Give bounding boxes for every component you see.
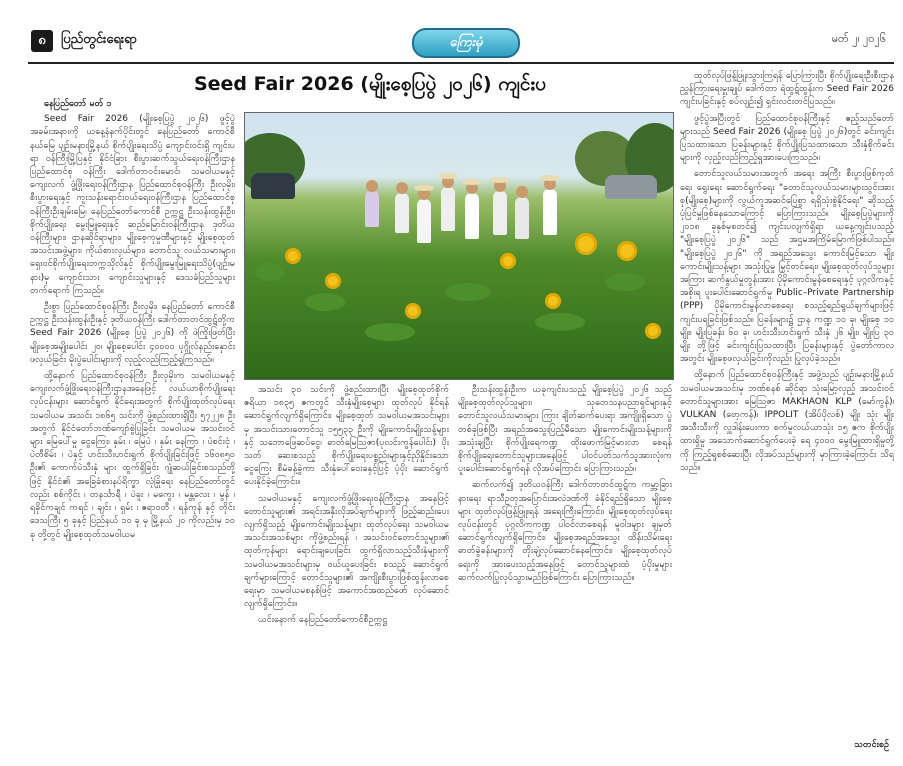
newspaper-logo: ကြေးမုံ: [412, 28, 520, 58]
publication-date: မတ် ၂၊ ၂၀၂၆: [831, 32, 886, 45]
article-column-1: [30, 98, 235, 758]
leaf-icon: [255, 263, 285, 281]
sunflower-icon: [500, 253, 516, 269]
page-header: [28, 22, 894, 62]
article-dateline: နေပြည်တော် မတ် ၁: [44, 99, 112, 109]
paragraph: ထို့နောက် ပြည်ထောင်စုဝန်ကြီး ဦးလှမိုးက သမဝါယမနှင့် ကျေးလက်ဖွံ့ဖြိုးရေးဝန်ကြီးဌာနအနေဖြင့် လယ်ယာစိုက်ပျိုးရေးလုပ်ငန်းများ ဆောင်ရွက် နိုင်ရေးအတွက် စိုက်ပျိုးထုတ်လုပ်ရေးသမဝါယမ အသင်း ၁၈၆၅ သင်းကို ဖွဲ့စည်းထားရှိပြီး ၅၇၂၂၈ ဦးအတွက် နိုင်ငံတော်ဘဏ်ကျော်စွဲပြုခြင်း သမဝါယမ အသင်းဝင်များ မြေပေါ်မှု ငွေကြေး၊ နှမ်း ၊ မြေပဲ ၊ နှမ်း နေကြာ ၊ ပဲစင်းငုံ ၊ ပဲတီစိမ်း ၊ ပဲနှင့် ဟင်းသီးဟင်းရွက် စိုက်ပျိုးခြင်းဖြင့် ၁၆၀၈၅၀ ဦး၏ ကောက်ပဲသီးနှံ များ ထွက်ရှိခြင်း ဂျုံဆယ်ခြင်းစသည်တို့ဖြင့် နိုင်ငံ၏ အခြေခံစားနပ်ရိက္ခာ လုံခြုံရေး နေပြည်တော်တွင်လည်း စစ်ကိုင်း ၊ တနင်္သာရီ ၊ ပဲခူး ၊ မကွေး ၊ မန္တလေး ၊ မွန် ၊ ရခိုင်ကချင် ကရင် ၊ ချင်း ၊ ရှမ်း ၊ ဧရာဝတီ ၊ ရန်ကုန် နှင့် တိုင်းဒေသကြီး ၅ ခုနှင့် ပြည်နယ် ၁၀ ခု မှ မြို့နယ် ၂၀ ကိုလည်းမှ ၁၀ ခု တို့တွင် မျိုးစေ့ထုတ်သမဝါယမ: [30, 371, 235, 540]
sunflower-icon: [285, 248, 301, 264]
person-icon: [465, 193, 479, 239]
sunflower-icon: [325, 273, 341, 289]
paragraph: ထုတ်လုပ်ဖြန့်ဖြူးသွားကြရန် ပြောကြားပြီး စိုက်ပျိုးရေးဦးစီးဌာန ညွှန်ကြားရေးမှူးချုပ် ဒေါက်တာ ရဲထွဋ်ထွန်းက Seed Fair 2026 ကျင်းပခြင်းနှင့် စပ်လျဉ်း၍ ရှင်းလင်းတင်ပြသည်။: [680, 71, 894, 108]
person-icon: [515, 197, 529, 239]
person-icon: [543, 189, 557, 235]
person-icon: [441, 187, 455, 231]
car-icon: [605, 175, 657, 199]
paragraph: ဦးစွာ ပြည်ထောင်စုဝန်ကြီး ဦးလှမိုး၊ နေပြည်တော် ကောင်စီဥက္ကဋ္ဌ ဦးသန်းထွန်းဦးနှင့် ဒုတိယဝန်ကြီး ဒေါက်တာတင်ထွဋ်တို့က Seed Fair 2026 (မျိုးစေ့ ပြပွဲ ၂၀၂၆) ကို ဖဲကြိုးဖြတ်ပြီး မျိုးစေ့အမျိုးပေါင်း ၂၀၊ မျိုးစေ့ပေါင်း ၄၀၀၀၀ ပုဂ္ဂိုလ်နည်းနှောင်းဖလှယ်ခြင်း မိုးပွဲပေါင်းများကို လှည့်လည်ကြည့်ရှုကြသည်။: [30, 302, 235, 365]
paragraph: ယင်းနောက် နေပြည်တော်ကောင်စီဥက္ကဋ္ဌ: [258, 615, 388, 626]
seed-fair-photo: [244, 112, 674, 380]
paragraph: အသင်း ၃၀ သင်းကို ဖွဲ့စည်းထားပြီး မျိုးစေ့ထုတ်စိုက် ဧရိယာ ၁၈၃၅ ဧကတွင် သီးနှံမျိုးစေ့များ ထုတ်လုပ် နိုင်ရန် ဆောင်ရွက်လျက်ရှိကြောင်း၊ မျိုးစေ့ထုတ် သမဝါယမအသင်းများမှ အသင်းသားတောင်သူ ၁၅၅၃၃ ဦးကို မျိုးကောင်းမျိုးသန့်များနှင့် သဘောဖြေဆပ်ငွေ၊ ဓာတ်မြေဩဇာ(ပုလင်းကွန်ပေါင်း) ပိုးသတ် ဆေးစသည့် စိုက်ပျိုးရေးပစ္စည်းများနှင့်ညှိနှိုင်းသော ငွေကြေး စီမံခန့်ခွဲကာ သီးနှံပေါ်ဝေးခနှင့်ပြင့် ပံ့ပိုး ဆောင်ရွက်ပေးနိုင်ခဲ့ကြောင်း။: [244, 385, 449, 488]
person-icon: [493, 191, 507, 235]
sunflower-icon: [405, 303, 421, 319]
leaf-icon: [305, 293, 345, 311]
car-icon: [251, 173, 295, 199]
leaf-icon: [365, 323, 415, 341]
header-divider: [28, 62, 894, 64]
article-column-3: [458, 384, 672, 758]
paragraph: ထို့နောက် ပြည်ထောင်စုဝန်ကြီးနှင့် အဖွဲ့သည် ပျဉ်းမနားမြို့နယ် သမဝါယမအသင်းမှ ဘဏ်စနစ် ဆိုင်ရာ သုံးမြော့လှည့် အသင်းဝင်တောင်သူများအား မြေဩဇာ MAKHAON KLP (မော်ကွန်)၊ VULKAN (ဗော့ကန်)၊ IPPOLIT (အိပ်ပိုလစ်) မျိုး သုံး မျိုး အသီးသီးကို လှူဒါန်းပေးကာ စက်မှုလယ်ယာသုံး ၁၅ ဧက စိုက်ပျိုးထားရှိမှု အသောက်ဆောင်ရွက်ပေးခဲ့ ရေ ၄၀၀၀ မွေးမြူထားရှိမှုတို့ကို ကြည့်ရှုစစ်ဆေးပြီး လိုအပ်သည်များကို မှာကြားခဲ့ကြောင်း သိရသည်။: [680, 370, 894, 473]
paragraph: Seed Fair 2026 (မျိုးစေ့ပြပွဲ ၂၀၂၆) ဖွင့်ပွဲ အခမ်းအနားကို ယနေ့နံနက်ပိုင်းတွင် နေပြည်တော် ကောင်စီနယ်မြေ ပျဉ်းမနားမြို့နယ် စိုက်ပျိုးရေးသိပ္ပံ ကျောင်းဝင်းရှိ ကျင်းပရာ ဝန်ကြီးမြို့ပြနှင့် နိုင်ငံခြား စီးပွားဆက်သွယ်ရေးဝန်ကြီးဌာန ပြည်ထောင်စု ဝန်ကြီး ဒေါက်တာဝင်းမောင်၊ သမဝါယမနှင့်ကျေးလက် ဖွံ့ဖြိုးရေးဝန်ကြီးဌာန ပြည်ထောင်စုဝန်ကြီး ဦးလှမိုး၊ စီးပွားရေးနှင့် ကူးသန်းရောင်းဝယ်ရေးဝန်ကြီးဌာန ပြည်ထောင်စုဝန်ကြီးဦးချမ်းမြေ၊ နေပြည်တော်ကောင်စီ ဥက္ကဋ္ဌ ဦးသန်းထွန်းဦး၊ စိုက်ပျိုးရေး မွေးမြူရေးနှင့် ဆည်မြောင်းဝန်ကြီးဌာန ဒုတိယဝန်ကြီးများ၊ ဌာနဆိုင်ရာများ၊ မျိုးစေ့ကုမ္ပဏီများနှင့် မျိုးစေ့ထုတ် အသင်းအဖွဲ့များ၊ ကိုယ်စားလှယ်များ၊ တောင်သူ လယ်သမားများ၊ ရှေးဝင်စိုက်ပျိုးရေးတက္ကသိုလ်နှင့် စိုက်ပျိုးမွေးမြူရေးသိပ္ပံ(ပျဉ်းမနား)မှ ကျောင်းသား ကျောင်းသူများနှင့် ဒေသခံပြည်သူများ တက်ရောက် ကြသည်။: [30, 114, 235, 296]
page-number: ၈: [31, 30, 53, 52]
leaf-icon: [535, 313, 585, 331]
article-column-4: [680, 70, 894, 746]
sunflower-icon: [575, 233, 597, 255]
article-signoff: သတင်းစဉ်: [854, 740, 889, 750]
sunflower-icon: [545, 293, 561, 309]
paragraph: တောင်သူလယ်သမားအတွက် အရေး အကြီး စီးပွားဖြစ်ကုတ်ရေး ရွေးရေး ဆောင်ရွက်ရေး "တောင်သူလယ်သမားများသွင်းအားစု(မျိုးစေ့)များကို လွယ်ကူအဆင်ပြေစွာ ရရှိသုံးစွဲနိုင်ရေး" ဆိုသည့် ပုံပြင်မှုဖြစ်နေသောကြောင့် ပြောကြားသည်။ မျိုးစေ့ပြပွဲများကို ၂၀၁၈ ခုနှစ်မှစတင်၍ ကျင်းပလျက်ရှိရာ ယနေ့ကျင်းပသည့် "မျိုးစေ့ပြပွဲ ၂၀၂၆" သည် အဌမအကြိမ်မြောက်ဖြစ်ပါသည်။ "မျိုးစေ့ပြပွဲ ၂၀၂၆" ကို အရည်အသွေး ကောင်းမြင့်သော မျိုးကောင်းမျိုးသန့်များ အသုံးပြုမှု မြှင့်တင်ရေး၊ မျိုးစေ့ထုတ်လုပ်သူများအကြား ဆက်နွယ်မှုတွန်းအား ပိုမိုကောင်းမွန်စေရေးနှင့် ပုဂ္ဂလိကနှင့်အစိုးရ ပူးပေါင်းဆောင်ရွက်မှု Public–Private Partnership (PPP) ပိုမိုကောင်းမွန်လာစေရေး စသည့်ရည်ရွယ်ချက်များဖြင့် ကျင်းပရခြင်းဖြစ်သည်။ ပြခန်းများ၌ ဌာန ကဏ္ဍ ၁၀ ခု၊ မျိုးစေ့ ၁၀ မျိုး၊ မျိုးပြခန်း ၆၀ ခု၊ ဟင်းသီးဟင်းရွက် သီးနှံ ၂၆ မျိုး၊ မျိုးပြ ၃၀ မျိုး တို့ဖြင့် ခင်းကျင်းပြသထားပြီး ပြခန်းများနှင့် ပွဲတော်ကာလအတွင်း မျိုးစေ့ဖလှယ်ခြင်းကိုလည်း ပြုလုပ်ခဲ့သည်။: [680, 169, 894, 365]
paragraph: ဖွင့်ပွဲအပြီးတွင် ပြည်ထောင်စုဝန်ကြီးနှင့် ဧည့်သည်တော်များသည် Seed Fair 2026 (မျိုးစေ့ ပြပွဲ ၂၀၂၆)တွင် ခင်းကျင်းပြသထားသော ပြခန်းများနှင့် စိုက်ပျိုးပြသထားသော သီးနှံစိုက်ခင်းများကို လှည့်လည်ကြည့်ရှုအားပေးကြသည်။: [680, 113, 894, 164]
person-icon: [417, 199, 431, 243]
person-icon: [365, 191, 379, 227]
paragraph: သမဝါယမနှင့် ကျေးလက်ဖွံ့ဖြိုးရေးဝန်ကြီးဌာန အနေဖြင့် တောင်သူများ၏ အရင်းအနှီးလိုအပ်ချက်များကို ဖြည့်ဆည်းပေးလျက်ရှိသည့် မျိုးကောင်းမျိုးသန့်များ ထုတ်လုပ်ရေး သမဝါယမအသင်းအသစ်များ ကိုဖွဲ့စည်းရန် ၊ အသင်းဝင်တောင်သူများ၏ ထုတ်ကုန်များ ရောင်းချပေးခြင်း ထွက်ရှိလာသည့်သီးနှံများကို သမဝါယမအသင်းများမှ ဝယ်ယူပေးခြင်း စသည့် ဆောင်ရွက်ချက်များကြောင့် တောင်သူများ၏ အကျိုးစီးပွားဖြစ်ထွန်းလာစေရေးမှာ သမဝါယမစနစ်ဖြင့် အကောင်အထည်ဖော် လုပ်ဆောင်လျက်ရှိကြောင်း။: [244, 493, 449, 610]
leaf-icon: [445, 283, 491, 301]
sunflower-icon: [617, 241, 637, 261]
article-headline: Seed Fair 2026 (မျိုးစေ့ပြပွဲ ၂၀၂၆) ကျင်းပ: [193, 73, 547, 95]
person-icon: [395, 193, 409, 233]
section-title: ပြည်တွင်းရေးရာ: [61, 32, 137, 47]
paragraph: ဦးသန်းထွန်းဦးက ယခုကျင်းပသည့် မျိုးစေ့ပြပွဲ ၂၀၂၆ သည် မျိုးစေ့ထုတ်လုပ်သူများ၊ သုတေသနပညာရှင်များနှင့် တောင်သူလယ်သမားများ ကြား ချိတ်ဆက်ပေးရာ အကျိုးရှိသော ပွဲတစ်ခုဖြစ်ပြီး အရည်အသွေးပြည့်မီသော မျိုးကောင်းမျိုးသန့်များကို အသုံးချပြီး စိုက်ပျိုးရေကဏ္ဍ ထိုးဖောက်မြင့်မားလာ စေရန် စိုက်ပျိုးရေးတောင်သူများအနေဖြင့် ပါဝင်ပတ်သက်သူအားလုံးက ပူးပေါင်းဆောင်ရွက်ရန် လိုအပ်ကြောင်း ပြောကြားသည်။: [458, 385, 672, 475]
sunflower-icon: [645, 323, 661, 339]
article-column-2: [244, 384, 449, 758]
paragraph: ဆက်လက်၍ ဒုတိယဝန်ကြီး ဒေါက်တာတင်ထွဋ်က ကမ္ဘာ့ခြားနားရေး ရာသီဥတုအပြောင်းအလဲဒဏ်ကို ခံနိုင်ရည်ရှိသော မျိုးစေ့များ ထုတ်လုပ်ဖြန့်ဖြူးရန် အရေးကြီးကြောင်း၊ မျိုးစေ့ထုတ်လုပ်ရေး လုပ်ငန်းတွင် ပုဂ္ဂလိကကဏ္ဍ ပါဝင်လာစေရန် မူဝါဒများ ချမှတ်ဆောင်ရွက်လျက်ရှိကြောင်း၊ မျိုးစေ့အရည်အသွေး ထိန်းသိမ်းရေး ဓာတ်ခွဲခန်းများကို တိုးချဲ့လုပ်ဆောင်နေကြောင်း၊ မျိုးစေ့ထုတ်လုပ်ရေးကို အားပေးသည့်အနေဖြင့် တောင်သူများထံ ပံ့ပိုးမှုများ ဆက်လက်ပြုလုပ်သွားမည်ဖြစ်ကြောင်း ပြောကြားသည်။: [458, 480, 672, 583]
leaf-icon: [605, 273, 645, 291]
